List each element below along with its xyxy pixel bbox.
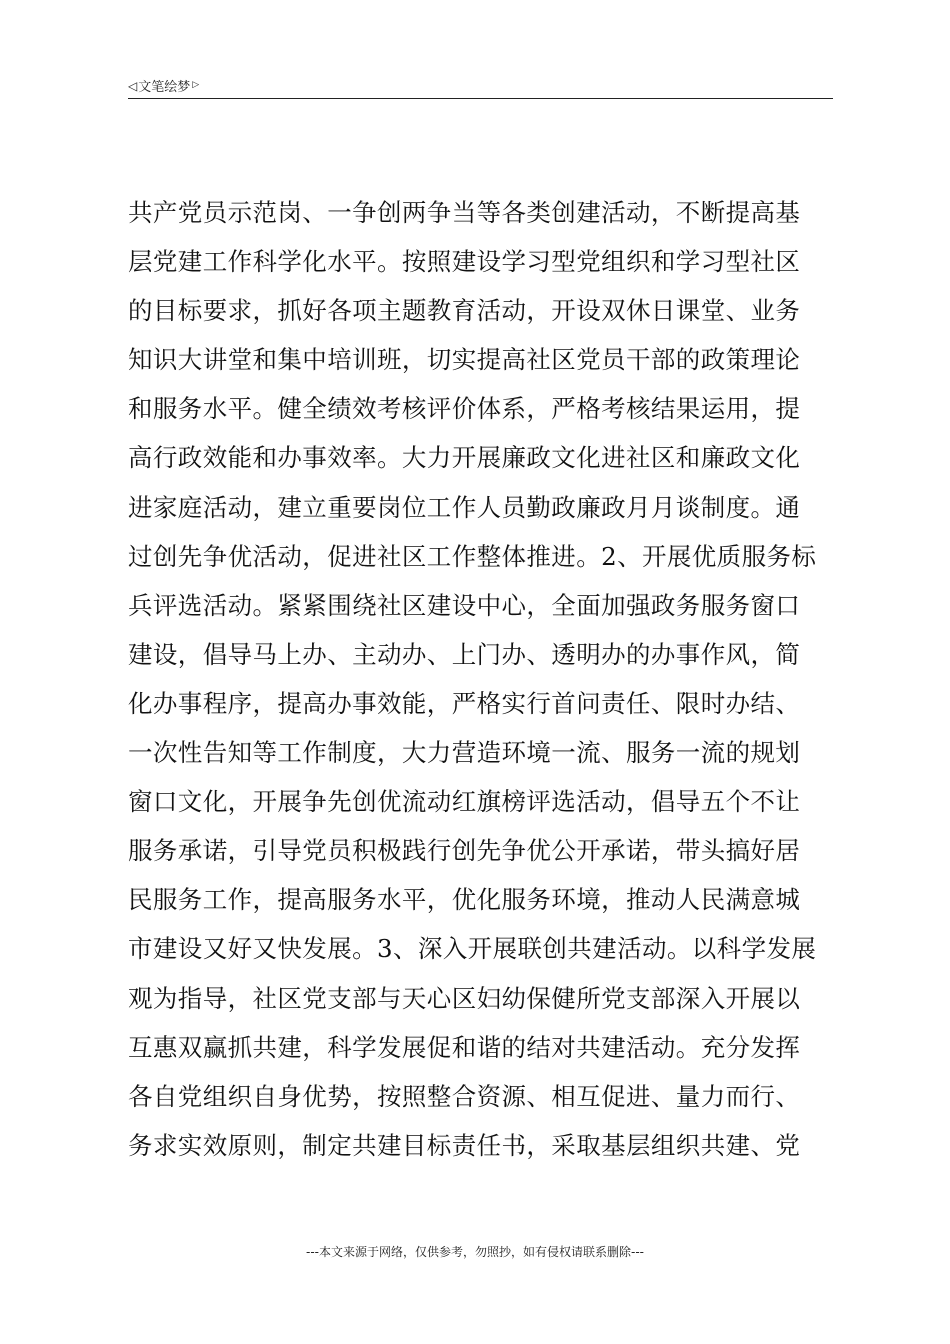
page-footer: ---本文来源于网络，仅供参考，勿照抄，如有侵权请联系删除---: [306, 1245, 644, 1259]
page-header: [128, 74, 833, 99]
body-line: 务求实效原则，制定共建目标责任书，采取基层组织共建、党: [128, 1130, 801, 1160]
body-line: 观为指导，社区党支部与天心区妇幼保健所党支部深入开展以: [128, 983, 801, 1013]
body-line: 互惠双赢抓共建，科学发展促和谐的结对共建活动。充分发挥: [128, 1032, 801, 1062]
document-body: [128, 188, 833, 1170]
body-line: 一次性告知等工作制度，大力营造环境一流、服务一流的规划: [128, 738, 801, 768]
right-triangle-icon: ▷: [192, 80, 200, 90]
header-title: [128, 76, 199, 95]
body-line: 化办事程序，提高办事效能，严格实行首问责任、限时办结、: [128, 688, 801, 718]
body-line: 民服务工作，提高服务水平，优化服务环境，推动人民满意城: [128, 885, 801, 915]
body-line: 共产党员示范岗、一争创两争当等各类创建活动，不断提高基: [128, 198, 801, 227]
left-triangle-icon: ◁: [128, 78, 138, 93]
header-title-text: 文笔绘梦: [138, 80, 191, 95]
body-line: 的目标要求，抓好各项主题教育活动，开设双休日课堂、业务: [128, 296, 801, 326]
body-line: 过创先争优活动，促进社区工作整体推进。2、开展优质服务标: [128, 541, 817, 571]
body-line: 窗口文化，开展争先创优流动红旗榜评选活动，倡导五个不让: [128, 787, 801, 817]
body-line: 层党建工作科学化水平。按照建设学习型党组织和学习型社区: [128, 247, 801, 277]
body-line: 建设，倡导马上办、主动办、上门办、透明办的办事作风，简: [128, 639, 801, 669]
body-line: 高行政效能和办事效率。大力开展廉政文化进社区和廉政文化: [128, 443, 801, 473]
body-line: 各自党组织自身优势，按照整合资源、相互促进、量力而行、: [128, 1081, 801, 1111]
body-line: 进家庭活动，建立重要岗位工作人员勤政廉政月月谈制度。通: [128, 492, 801, 522]
body-line: 市建设又好又快发展。3、深入开展联创共建活动。以科学发展: [128, 934, 817, 964]
body-line: 知识大讲堂和集中培训班，切实提高社区党员干部的政策理论: [128, 345, 801, 375]
body-line: 服务承诺，引导党员积极践行创先争优公开承诺，带头搞好居: [128, 836, 801, 866]
body-line: 兵评选活动。紧紧围绕社区建设中心，全面加强政务服务窗口: [128, 590, 801, 620]
body-line: 和服务水平。健全绩效考核评价体系，严格考核结果运用，提: [128, 394, 801, 424]
